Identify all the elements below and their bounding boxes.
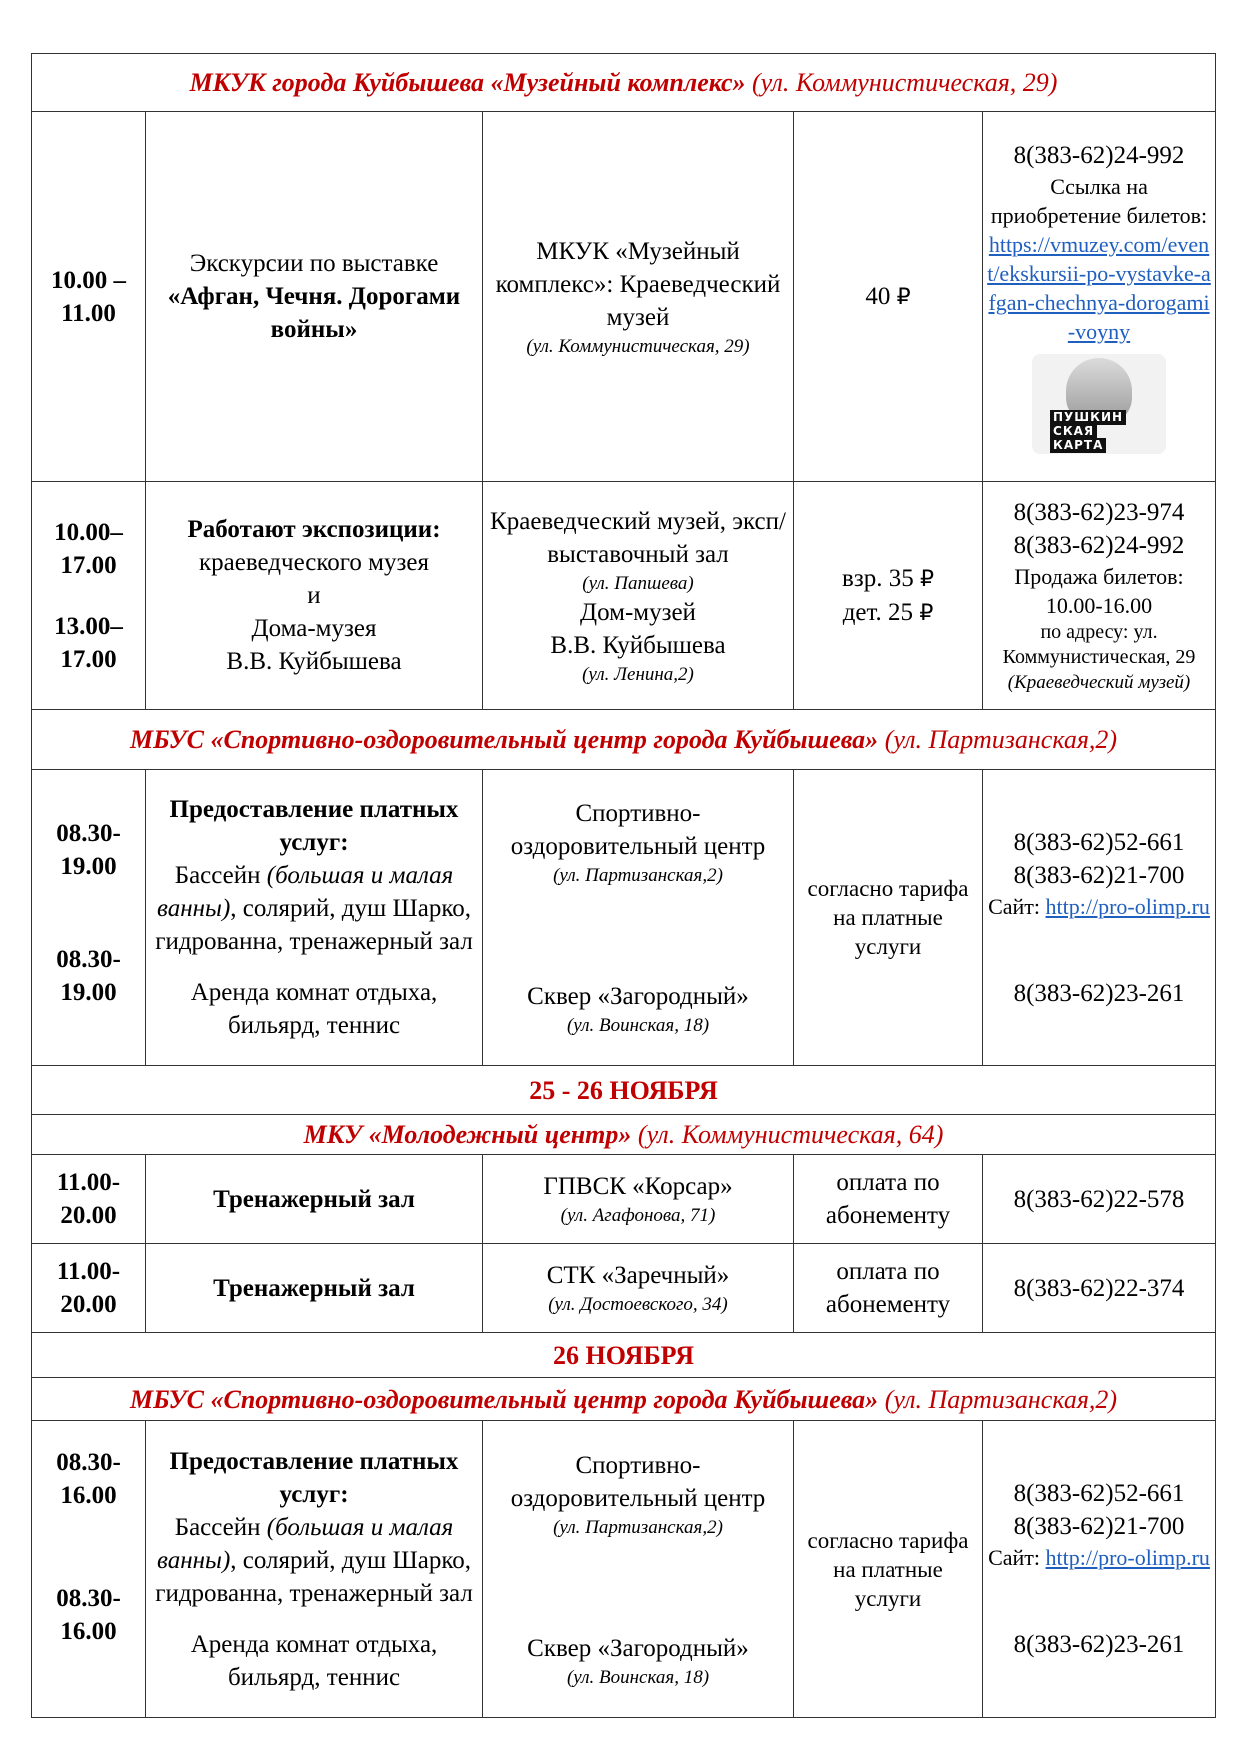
place-address: (ул. Достоевского, 34) <box>548 1294 728 1315</box>
org-address: (ул. Партизанская,2) <box>884 725 1118 754</box>
event-title: Работают экспозиции: <box>187 516 441 543</box>
place-name: Дом-музей <box>580 598 696 626</box>
ruble-icon: ₽ <box>919 566 934 592</box>
contact-cell <box>983 482 1216 710</box>
event-cell <box>146 112 483 482</box>
event-line: В.В. Куйбышева <box>226 648 402 675</box>
phone-number: 8(383-62)23-261 <box>1013 979 1185 1007</box>
table-row <box>32 112 1216 482</box>
org-name: МКУ «Молодежный центр» <box>303 1120 632 1149</box>
place-name: Краеведческий музей, эксп/выставочный зал <box>490 507 786 568</box>
time-range: 08.30- 16.00 <box>56 1585 121 1645</box>
ticket-link[interactable]: https://vmuzey.com/event/ekskursii-po-vystavke-afgan-chechnya-dorogami-voyny <box>987 232 1211 344</box>
place-cell <box>483 770 794 1066</box>
price-cell: оплата по абонементу <box>794 1155 983 1244</box>
event-text: , солярий, душ Шарко, гидрованна, тренажерный зал <box>155 1546 473 1607</box>
event-cell: Тренажерный зал <box>146 1244 483 1333</box>
section-header-museum <box>32 54 1216 112</box>
time-range: 08.30- 19.00 <box>56 819 121 880</box>
time-cell <box>32 770 146 1066</box>
ruble-icon: ₽ <box>896 284 911 310</box>
time-cell: 11.00- 20.00 <box>32 1155 146 1244</box>
section-header-sport-center <box>32 1378 1216 1421</box>
price-cell: согласно тарифа на платные услуги <box>794 1421 983 1718</box>
event-title: Предоставление платных услуг: <box>169 796 459 856</box>
phone-number: 8(383-62)22-374 <box>983 1244 1216 1333</box>
place-cell <box>483 1244 794 1333</box>
site-label: Сайт: <box>988 1545 1046 1570</box>
date-header: 26 НОЯБРЯ <box>32 1333 1216 1378</box>
time-range: 13.00– 17.00 <box>54 612 123 673</box>
place-address: (ул. Воинская, 18) <box>566 1666 710 1688</box>
price-child: дет. 25 <box>842 598 920 626</box>
table-row <box>32 482 1216 710</box>
place-cell <box>483 112 794 482</box>
price-cell: оплата по абонементу <box>794 1244 983 1333</box>
place-cell <box>483 1155 794 1244</box>
phone-number: 8(383-62)24-992 <box>1013 142 1185 169</box>
place-address: (ул. Агафонова, 71) <box>560 1205 716 1226</box>
pushkin-card-logo <box>1032 354 1166 454</box>
price-value: 40 <box>865 282 897 310</box>
place-name: МКУК «Музейный комплекс»: Краеведческий музей <box>495 237 781 331</box>
table-row <box>32 770 1216 1066</box>
site-link[interactable]: http://pro-olimp.ru <box>1045 1545 1210 1570</box>
table-row <box>32 1244 1216 1333</box>
phone-number: 8(383-62)24-992 <box>1013 532 1185 559</box>
org-name: МКУК города Куйбышева «Музейный комплекс» <box>189 68 746 97</box>
time-cell <box>32 1421 146 1718</box>
contact-cell <box>983 112 1216 482</box>
event-cell <box>146 770 483 1066</box>
price-cell <box>794 482 983 710</box>
card-text-line: СКАЯ <box>1050 424 1097 439</box>
section-header-sport-center <box>32 710 1216 770</box>
card-text-line: ПУШКИН <box>1050 410 1126 425</box>
event-title: Экскурсии по выставке <box>189 250 439 277</box>
place-name: СТК «Заречный» <box>546 1262 730 1289</box>
phone-number: 8(383-62)21-700 <box>1013 1513 1185 1540</box>
event-line: Аренда комнат отдыха, бильярд, теннис <box>190 1630 438 1691</box>
ruble-icon: ₽ <box>919 600 934 626</box>
schedule-document <box>31 53 1215 1718</box>
event-line: и <box>307 582 321 609</box>
place-address: (ул. Папшева) <box>582 572 694 594</box>
ticket-link-label: Ссылка на приобретение билетов: <box>990 174 1208 228</box>
schedule-table <box>31 53 1216 1718</box>
ticket-sale-hours: 10.00-16.00 <box>1045 593 1153 618</box>
time-range: 10.00– 17.00 <box>54 518 123 579</box>
price-adult: взр. 35 <box>842 564 920 592</box>
place-address: (ул. Ленина,2) <box>582 663 694 685</box>
phone-number: 8(383-62)21-700 <box>1013 861 1185 889</box>
place-name: Сквер «Загородный» <box>527 1634 749 1662</box>
site-link[interactable]: http://pro-olimp.ru <box>1045 893 1210 919</box>
place-address: (ул. Воинская, 18) <box>566 1015 710 1036</box>
org-address: (ул. Коммунистическая, 29) <box>752 68 1058 97</box>
contact-cell <box>983 1421 1216 1718</box>
ticket-sale-place: (Краеведческий музей) <box>1007 672 1191 693</box>
place-cell <box>483 482 794 710</box>
event-line: краеведческого музея <box>199 549 429 576</box>
event-line: Аренда комнат отдыха, бильярд, теннис <box>190 979 438 1039</box>
event-text: Бассейн <box>174 1513 261 1541</box>
place-name: Спортивно-оздоровительный центр <box>510 1451 766 1512</box>
phone-number: 8(383-62)23-261 <box>1013 1631 1185 1658</box>
place-address: (ул. Партизанская,2) <box>553 1516 723 1538</box>
event-text: (большая и малая ванны) <box>157 862 454 922</box>
place-name: Сквер «Загородный» <box>527 983 749 1010</box>
org-name: МБУС «Спортивно-оздоровительный центр города Куйбышева» <box>129 1384 879 1414</box>
event-cell <box>146 1421 483 1718</box>
section-header-youth-center <box>32 1115 1216 1155</box>
ticket-sale-label: Продажа билетов: <box>1014 564 1184 589</box>
price-cell <box>794 112 983 482</box>
time-cell: 10.00 – 11.00 <box>32 112 146 482</box>
table-row <box>32 1155 1216 1244</box>
phone-number: 8(383-62)52-661 <box>1013 828 1185 856</box>
org-name: МБУС «Спортивно-оздоровительный центр города Куйбышева» <box>129 725 879 754</box>
org-address: (ул. Партизанская,2) <box>884 1384 1118 1414</box>
place-name: Спортивно-оздоровительный центр <box>510 800 766 860</box>
event-line: Дома-музея <box>251 615 377 642</box>
place-cell <box>483 1421 794 1718</box>
card-text-line: КАРТА <box>1050 438 1106 453</box>
place-name: ГПВСК «Корсар» <box>543 1173 733 1200</box>
event-name: «Афган, Чечня. Дорогами войны» <box>167 283 461 343</box>
event-cell: Тренажерный зал <box>146 1155 483 1244</box>
contact-cell <box>983 770 1216 1066</box>
time-range: 08.30- 19.00 <box>56 945 121 1006</box>
date-header: 25 - 26 НОЯБРЯ <box>32 1066 1216 1115</box>
place-address: (ул. Коммунистическая, 29) <box>526 335 750 357</box>
phone-number: 8(383-62)23-974 <box>1013 499 1185 526</box>
site-label: Сайт: <box>988 893 1046 919</box>
place-name: В.В. Куйбышева <box>550 631 726 659</box>
price-cell: согласно тарифа на платные услуги <box>794 770 983 1066</box>
event-text: Бассейн <box>174 862 261 889</box>
place-address: (ул. Партизанская,2) <box>553 865 723 886</box>
phone-number: 8(383-62)52-661 <box>1013 1480 1185 1507</box>
time-range: 08.30- 16.00 <box>56 1449 121 1509</box>
table-row <box>32 1421 1216 1718</box>
ticket-sale-address: по адресу: ул. Коммунистическая, 29 <box>1002 621 1196 668</box>
time-cell <box>32 482 146 710</box>
org-address: (ул. Коммунистическая, 64) <box>637 1120 944 1149</box>
event-title: Предоставление платных услуг: <box>169 1447 459 1508</box>
time-cell: 11.00- 20.00 <box>32 1244 146 1333</box>
event-text: , солярий, душ Шарко, гидрованна, тренажерный зал <box>155 895 473 955</box>
event-text: (большая и малая ванны) <box>157 1513 454 1574</box>
event-cell <box>146 482 483 710</box>
phone-number: 8(383-62)22-578 <box>983 1155 1216 1244</box>
